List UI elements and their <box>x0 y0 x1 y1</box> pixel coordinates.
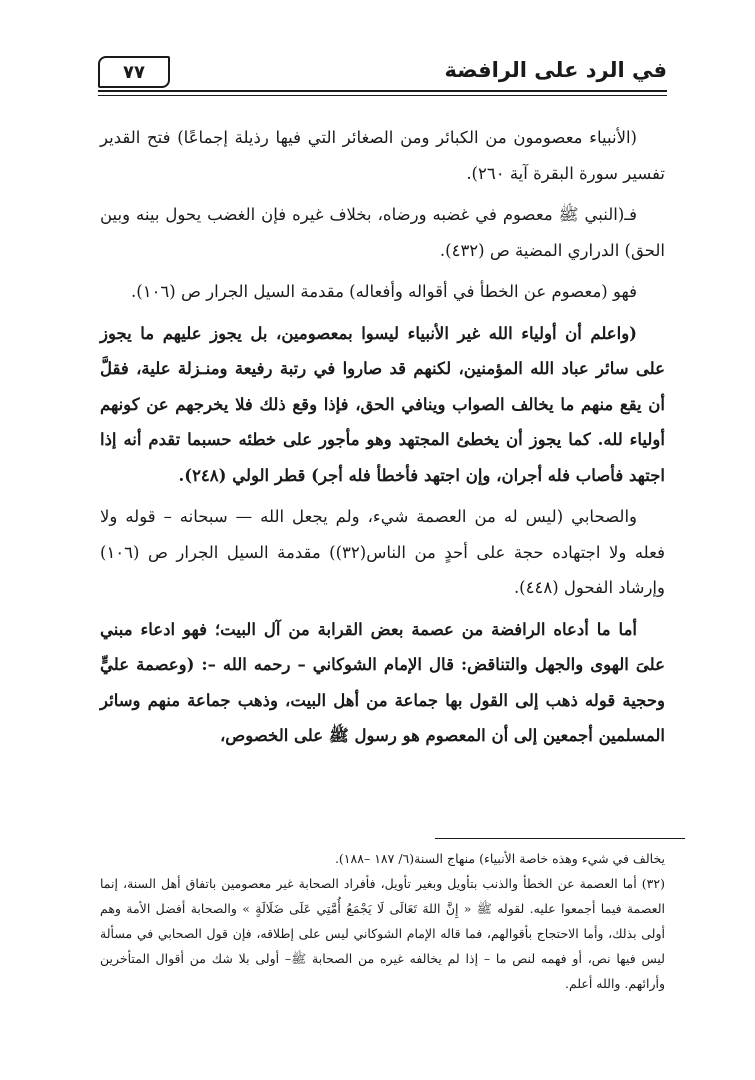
footnote-line: يخالف في شيء وهذه خاصة الأنبياء) منهاج السنة(٦/ ١٨٧ –١٨٨). <box>334 851 665 866</box>
paragraph: فهو (معصوم عن الخطأ في أقواله وأفعاله) مقدمة السيل الجرار ص (١٠٦). <box>131 282 637 301</box>
page-number: ٧٧ <box>98 56 170 88</box>
paragraph: (الأنبياء معصومون من الكبائر ومن الصغائر التي فيها رذيلة إجماعًا) فتح القدير تفسير سورة البقرة آية ٢٦٠). <box>100 128 665 183</box>
header-rule <box>98 90 667 92</box>
paragraph-quote-awliya: (واعلم أن أولياء الله غير الأنبياء ليسوا بمعصومين، بل يجوز عليهم ما يجوز على سائر عباد الله المؤمنين، لكنهم قد صاروا في رتبة رفيعة ومنـزلة علية، فقلَّ أن يقع منهم ما يخالف الصواب وينافي الحق، فإذا وقع ذلك فلا يخرجهم عن كونهم أولياء لله. كما يجوز أن يخطئ المجتهد وهو مأجور على خطئه حسبما تقدم أنه إذا اجتهد فأصاب فله أجران، وإن اجتهد فأخطأ فله أجر) قطر الولي (٢٤٨). <box>100 323 665 485</box>
footnotes <box>100 846 665 996</box>
main-text <box>100 120 665 760</box>
paragraph-quote-shawkani: أما ما أدعاه الرافضة من عصمة بعض القرابة من آل البيت؛ فهو ادعاء مبني علىَ الهوى والجهل والتناقض: قال الإمام الشوكاني – رحمه الله –: (وعصمة عليٍّ وحجية قوله ذهب إلى القول بها جماعة من أهل البيت، وذهب جماعة منهم وسائر المسلمين أجمعين إلى أن المعصوم هو رسول ﷺ على الخصوص، <box>100 619 665 745</box>
footnote-separator <box>435 838 685 839</box>
paragraph: فـ(النبي ﷺ معصوم في غضبه ورضاه، بخلاف غيره فإن الغضب يحول بينه وبين الحق) الدراري المضية ص (٤٣٢). <box>100 205 665 260</box>
paragraph: والصحابي (ليس له من العصمة شيء، ولم يجعل الله — سبحانه – قوله ولا فعله ولا اجتهاده حجة على أحدٍ من الناس(٣٢)) مقدمة السيل الجرار ص (١٠٦) وإرشاد الفحول (٤٤٨). <box>100 507 665 597</box>
header-rule-thin <box>98 95 667 96</box>
footnote-line: (٣٢) أما العصمة عن الخطأ والذنب بتأويل وبغير تأويل، فأفراد الصحابة غير معصومين باتفاق أهل السنة، إنما العصمة فيما أجمعوا عليه. لقوله ﷺ « إِنَّ اللهَ تَعَالَى لَا يَجْمَعُ أُمَّتِي عَلَى ضَلَالَةٍ » والصحابة أفضل الأمة وهم أولى بذلك، وأما الاحتجاج بأقوالهم، فما قاله الإمام الشوكاني ليس على إطلاقه، فإن قول الصحابي في مسألة ليس فيها نص، أو فهمه لنص ما – إذا لم يخالفه غيره من الصحابة ﷺ– أولى بلا شك من أقوال المتأخرين وأرائهم. والله أعلم. <box>100 876 665 991</box>
page-header <box>98 50 667 94</box>
running-title: في الرد على الرافضة <box>444 58 667 82</box>
